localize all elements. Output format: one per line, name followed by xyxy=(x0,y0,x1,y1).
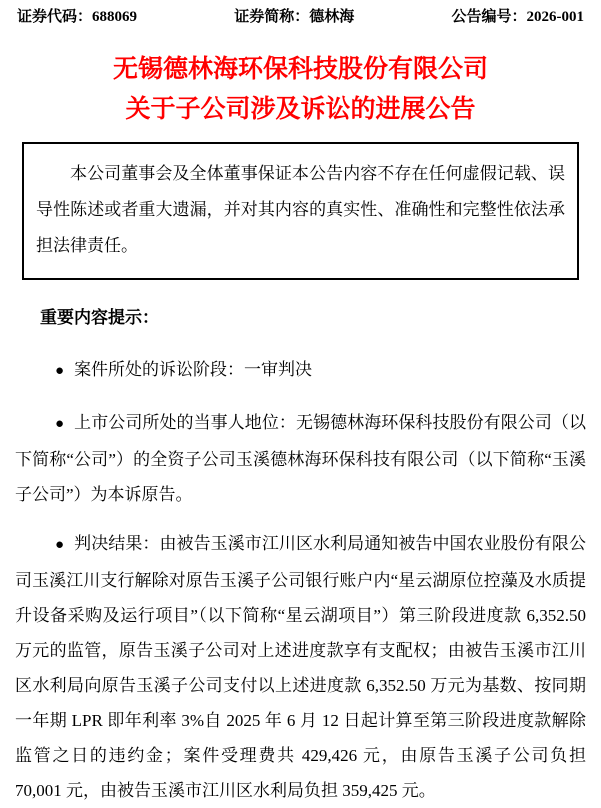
bullet-party-position-text: 上市公司所处的当事人地位：无锡德林海环保科技股份有限公司（以下简称“公司”）的全资子公司玉溪德林海环保科技有限公司（以下简称“玉溪子公司”）为本诉原告。 xyxy=(15,413,586,504)
page-title-line1: 无锡德林海环保科技股份有限公司 xyxy=(112,56,488,83)
announcement-number-value: 2026-001 xyxy=(526,9,584,25)
disclaimer-text: 本公司董事会及全体董事保证本公告内容不存在任何虚假记载、误导性陈述或者重大遗漏，并对其内容的真实性、准确性和完整性依法承担法律责任。 xyxy=(36,164,565,255)
page-title xyxy=(15,50,586,130)
announcement-number-label: 公告编号： xyxy=(451,9,527,25)
bullet-icon: ● xyxy=(55,363,65,379)
important-notice-heading: 重要内容提示： xyxy=(40,308,159,327)
announcement-number xyxy=(451,8,584,26)
securities-header xyxy=(15,8,586,26)
bullet-party-position xyxy=(15,405,586,512)
bullet-icon: ● xyxy=(55,416,65,432)
page-title-line2: 关于子公司涉及诉讼的进展公告 xyxy=(125,96,476,123)
stock-name-value: 德林海 xyxy=(309,9,355,25)
bullet-judgment-result xyxy=(15,526,586,808)
stock-code xyxy=(17,8,137,26)
stock-code-value: 688069 xyxy=(92,9,138,25)
bullet-judgment-result-text: 判决结果：由被告玉溪市江川区水利局通知被告中国农业股份有限公司玉溪江川支行解除对原告玉溪子公司银行账户内“星云湖原位控藻及水质提升设备采购及运行项目”（以下简称“星云湖项目”）第三阶段进度款 6,352.50 万元的监管，原告玉溪子公司对上述进度款享有支配权；由被告玉溪市江川区水利局向原告玉溪子公司支付以上述进度款 6,352.50 万元为基数、按同期一年期 LPR 即年利率 3%自 2025 年 6 月 12 日起计算至第三阶段进度款解除监管之日的违约金；案件受理费共 429,426 元，由原告玉溪子公司负担 70,001 元，由被告玉溪市江川区水利局负担 359,425 元。 xyxy=(15,534,586,800)
bullet-litigation-stage xyxy=(15,352,586,389)
bullet-litigation-stage-text: 案件所处的诉讼阶段：一审判决 xyxy=(74,360,313,379)
bullet-icon: ● xyxy=(55,537,65,553)
stock-name xyxy=(234,8,354,26)
stock-code-label: 证券代码： xyxy=(17,9,93,25)
stock-name-label: 证券简称： xyxy=(234,9,310,25)
disclaimer-box xyxy=(22,142,579,280)
